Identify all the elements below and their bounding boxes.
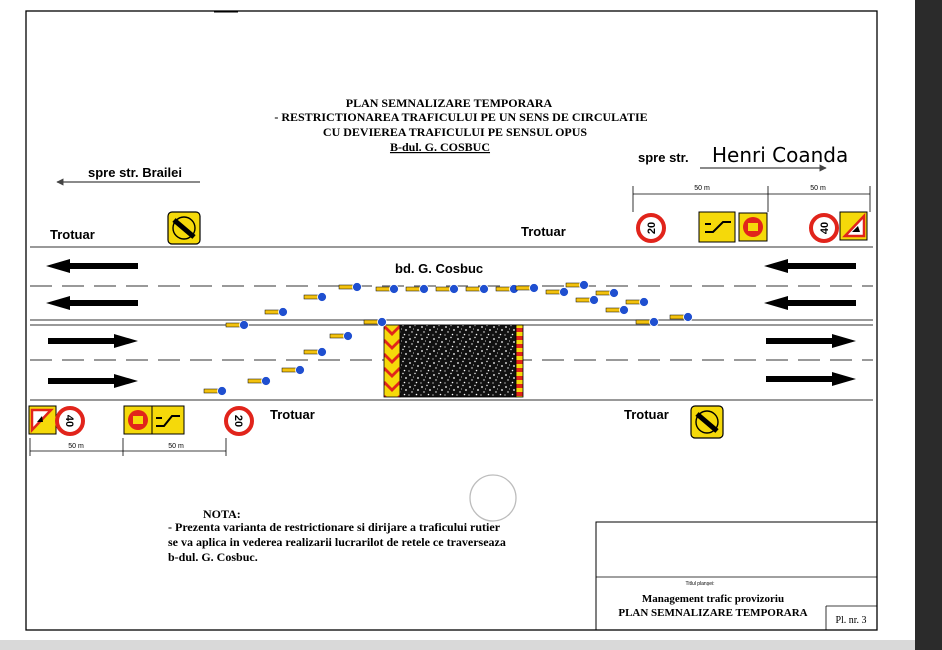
- keep-side-sign: [450, 285, 459, 294]
- barrier-segment: [466, 287, 480, 291]
- deflection-marker: [516, 284, 539, 293]
- title-block-sheet-number: Pl. nr. 3: [835, 615, 867, 626]
- speed-limit-40-top: [811, 215, 837, 241]
- keep-side-sign: [240, 321, 249, 330]
- note-block: [168, 507, 506, 564]
- screen-edge-dark: [915, 0, 942, 650]
- keep-side-sign: [378, 318, 387, 327]
- work-zone: [384, 325, 523, 397]
- deflection-marker: [330, 332, 353, 341]
- direction-left-label: spre str. Brailei: [88, 165, 182, 180]
- keep-side-sign: [620, 306, 629, 315]
- end-restriction-sign-top: [168, 212, 200, 244]
- street-name: bd. G. Cosbuc: [395, 261, 484, 276]
- note-line-3: b-dul. G. Cosbuc.: [168, 550, 258, 564]
- barrier-segment: [516, 286, 530, 290]
- lane-arrow-right-4: [766, 372, 856, 386]
- svg-text:40: 40: [63, 414, 75, 428]
- title-block-title-1: Management trafic provizoriu: [641, 593, 785, 605]
- sidewalk-top-left: Trotuar: [50, 227, 95, 242]
- barrier-segment: [406, 287, 420, 291]
- barrier-segment: [496, 287, 510, 291]
- sidewalk-bottom-left: Trotuar: [270, 407, 315, 422]
- keep-side-sign: [296, 366, 305, 375]
- speed-limit-20-bottom: [226, 408, 252, 434]
- end-restriction-sign-bottom: [691, 406, 723, 438]
- sidewalk-bottom-right: Trotuar: [624, 407, 669, 422]
- deflection-marker: [596, 289, 619, 298]
- title-block: [596, 522, 877, 630]
- barrier-segment: [364, 320, 378, 324]
- barrier-segment: [282, 368, 296, 372]
- lane-arrow-left-1: [46, 259, 138, 273]
- barrier-segment: [546, 290, 560, 294]
- keep-side-sign: [262, 377, 271, 386]
- barrier-segment: [339, 285, 353, 289]
- barrier-segment: [596, 291, 610, 295]
- deflection-marker: [606, 306, 629, 315]
- keep-side-sign: [318, 348, 327, 357]
- barrier-segment: [606, 308, 620, 312]
- street-labels: [50, 221, 669, 422]
- lane-arrow-right-2: [48, 374, 138, 388]
- roadworks-warning-sign-bottom: [29, 406, 56, 434]
- screen-edge-gray: [0, 640, 915, 650]
- keep-side-sign: [560, 288, 569, 297]
- dim-bottom-a: 50 m: [68, 443, 84, 450]
- barrier-segment: [436, 287, 450, 291]
- speed-limit-40-bottom: [57, 408, 83, 434]
- roadworks-box-sign-top: [739, 213, 767, 241]
- roadworks-box-sign-bottom: [124, 406, 152, 434]
- svg-text:40: 40: [819, 221, 831, 235]
- barrier-segment: [204, 389, 218, 393]
- lane-arrow-left-3: [764, 259, 856, 273]
- sidewalk-top-right: Trotuar: [521, 224, 566, 239]
- deflection-marker: [339, 283, 362, 292]
- deflection-marker: [226, 321, 249, 330]
- barrier-segment: [626, 300, 640, 304]
- keep-side-sign: [650, 318, 659, 327]
- dim-bottom-b: 50 m: [168, 443, 184, 450]
- keep-side-sign: [590, 296, 599, 305]
- lane-arrow-right-1: [48, 334, 138, 348]
- excavation-area: [400, 325, 516, 397]
- bottom-dimensions: [30, 438, 226, 456]
- dim-top-a: 50 m: [694, 185, 710, 192]
- keep-side-sign: [530, 284, 539, 293]
- svg-text:20: 20: [646, 221, 658, 235]
- barrier-segment: [566, 283, 580, 287]
- keep-side-sign: [344, 332, 353, 341]
- chevron-panel-left: [384, 325, 400, 397]
- note-title: NOTA:: [203, 507, 241, 521]
- keep-side-sign: [684, 313, 693, 322]
- note-line-1: - Prezenta varianta de restrictionare si dirijare a traficului rutier: [168, 520, 501, 534]
- dim-top-b: 50 m: [810, 185, 826, 192]
- deflection-marker: [576, 296, 599, 305]
- barrier-segment: [576, 298, 590, 302]
- note-line-2: se va aplica in vederea realizarii lucrarilot de retele ce traverseaza: [168, 535, 506, 549]
- speed-limit-20-top: [638, 215, 664, 241]
- barrier-segment: [636, 320, 650, 324]
- lane-shift-sign-top: [699, 212, 735, 242]
- deflection-marker: [546, 288, 569, 297]
- barrier-segment: [330, 334, 344, 338]
- direction-right-handwritten: Henri Coanda: [712, 143, 849, 167]
- title-block-title-2: PLAN SEMNALIZARE TEMPORARA: [618, 607, 808, 619]
- keep-side-sign: [218, 387, 227, 396]
- keep-side-sign: [279, 308, 288, 317]
- deflection-marker: [265, 308, 288, 317]
- lane-arrow-left-2: [46, 296, 138, 310]
- barrier-segment: [670, 315, 684, 319]
- keep-side-sign: [610, 289, 619, 298]
- keep-side-sign: [318, 293, 327, 302]
- header-line-2: - RESTRICTIONAREA TRAFICULUI PE UN SENS DE CIRCULATIE: [274, 110, 648, 124]
- title-block-caption: Titlul planșei:: [685, 581, 715, 587]
- touch-indicator-circle: [470, 475, 516, 521]
- keep-side-sign: [353, 283, 362, 292]
- deflection-marker: [282, 366, 305, 375]
- deflection-marker: [248, 377, 271, 386]
- deflection-marker: [626, 298, 649, 307]
- barrier-segment: [304, 295, 318, 299]
- barrier-segment: [265, 310, 279, 314]
- barrier-segment: [376, 287, 390, 291]
- barrier-segment: [226, 323, 240, 327]
- header-line-3: CU DEVIEREA TRAFICULUI PE SENSUL OPUS: [322, 125, 588, 139]
- deflection-marker: [304, 348, 327, 357]
- keep-side-sign: [640, 298, 649, 307]
- plan-header: [274, 96, 647, 154]
- keep-side-sign: [580, 281, 589, 290]
- direction-right-label: spre str.: [638, 150, 689, 165]
- header-line-1: PLAN SEMNALIZARE TEMPORARA: [345, 96, 553, 110]
- keep-side-sign: [480, 285, 489, 294]
- roadworks-warning-sign-top: [840, 212, 867, 240]
- lane-arrow-left-4: [764, 296, 856, 310]
- svg-text:20: 20: [232, 414, 244, 428]
- barrier-panel-right: [516, 325, 523, 397]
- top-dimensions: [633, 185, 870, 212]
- header-line-4: B-dul. G. COSBUC: [389, 140, 491, 154]
- deflection-marker: [204, 387, 227, 396]
- barrier-segment: [304, 350, 318, 354]
- deflection-marker: [304, 293, 327, 302]
- deflection-marker: [466, 285, 489, 294]
- keep-side-sign: [390, 285, 399, 294]
- deflection-marker: [566, 281, 589, 290]
- keep-side-sign: [420, 285, 429, 294]
- barrier-segment: [248, 379, 262, 383]
- lane-shift-sign-bottom: [152, 406, 184, 434]
- lane-arrow-right-3: [766, 334, 856, 348]
